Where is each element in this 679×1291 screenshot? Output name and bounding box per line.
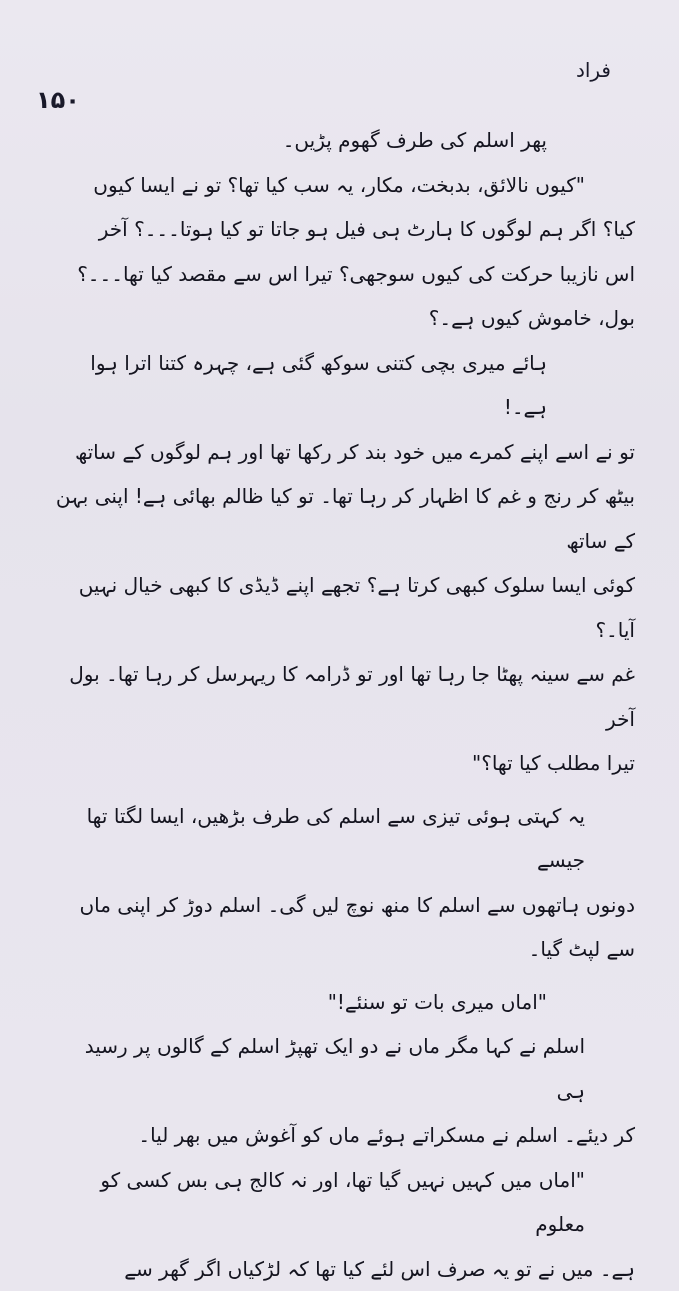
text-line: غم سے سینہ پھٹا جا رہا تھا اور تو ڈرامہ کا ریہرسل کر رہا تھا۔ بول آخر	[50, 652, 635, 741]
text-line: ہے۔ میں نے تو یہ صرف اس لئے کیا تھا کہ لڑکیاں اگر گھر سے	[50, 1247, 635, 1291]
text-line: پھر اسلم کی طرف گھوم پڑیں۔	[50, 118, 635, 163]
text-line: کر دیئے۔ اسلم نے مسکراتے ہوئے ماں کو آغوش میں بھر لیا۔	[50, 1113, 635, 1158]
text-line: یہ کہتی ہوئی تیزی سے اسلم کی طرف بڑھیں، ایسا لگتا تھا جیسے	[50, 794, 635, 883]
running-head: فراد	[576, 58, 611, 82]
text-line: "اماں میں کہیں نہیں گیا تھا، اور نہ کالج ہی بس کسی کو معلوم	[50, 1158, 635, 1247]
text-line: بیٹھ کر رنج و غم کا اظہار کر رہا تھا۔ تو کیا ظالم بھائی ہے! اپنی بہن کے ساتھ	[50, 474, 635, 563]
text-line: کیا؟ اگر ہم لوگوں کا ہارٹ ہی فیل ہو جاتا تو کیا ہوتا۔۔۔؟ آخر	[50, 207, 635, 252]
text-line: اس نازیبا حرکت کی کیوں سوجھی؟ تیرا اس سے مقصد کیا تھا۔۔۔؟	[50, 252, 635, 297]
text-line: "اماں میری بات تو سنئے!"	[50, 980, 635, 1025]
text-line: سے لپٹ گیا۔	[50, 927, 635, 972]
body-text	[50, 118, 635, 1291]
text-line: دونوں ہاتھوں سے اسلم کا منھ نوچ لیں گی۔ اسلم دوڑ کر اپنی ماں	[50, 883, 635, 928]
text-line: اسلم نے کہا مگر ماں نے دو ایک تھپڑ اسلم کے گالوں پر رسید ہی	[50, 1024, 635, 1113]
text-line: تو نے اسے اپنے کمرے میں خود بند کر رکھا تھا اور ہم لوگوں کے ساتھ	[50, 430, 635, 475]
text-line: "کیوں نالائق، بدبخت، مکار، یہ سب کیا تھا؟ تو نے ایسا کیوں	[50, 163, 635, 208]
text-line: بول، خاموش کیوں ہے۔؟	[50, 296, 635, 341]
page-number: ۱۵۰	[36, 86, 80, 114]
text-line: ہائے میری بچی کتنی سوکھ گئی ہے، چہرہ کتنا اترا ہوا ہے۔!	[50, 341, 635, 430]
text-line: کوئی ایسا سلوک کبھی کرتا ہے؟ تجھے اپنے ڈیڈی کا کبھی خیال نہیں آیا۔؟	[50, 563, 635, 652]
text-line: تیرا مطلب کیا تھا؟"	[50, 741, 635, 786]
